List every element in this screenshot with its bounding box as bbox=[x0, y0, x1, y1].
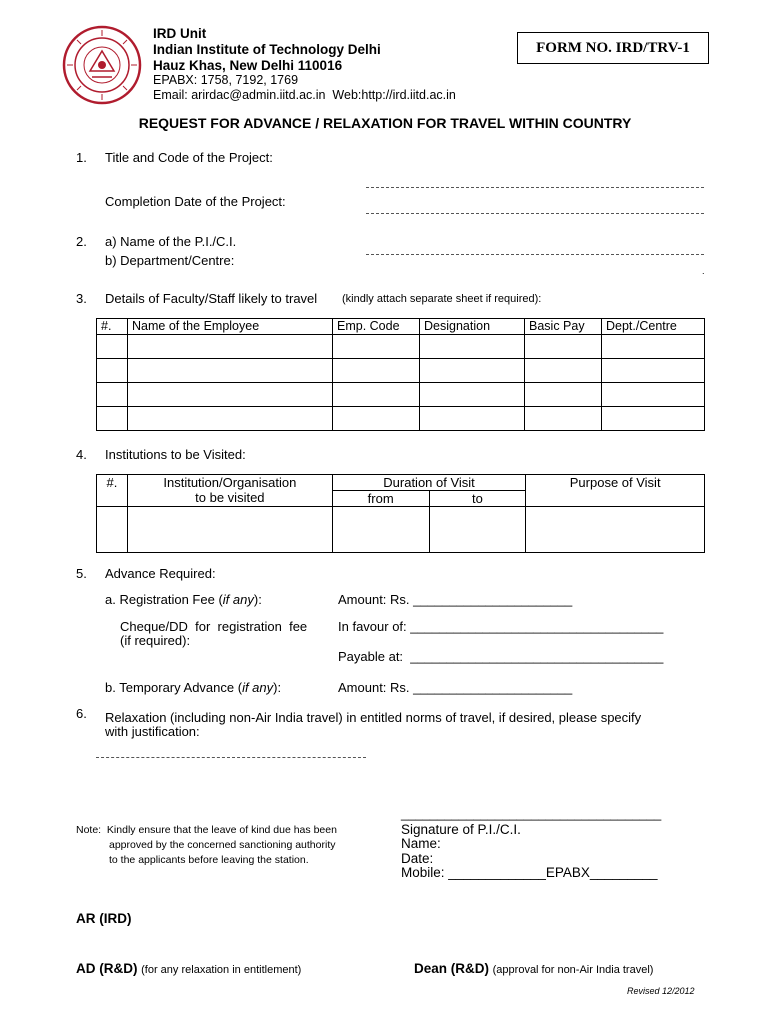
ad-rd-block bbox=[76, 961, 301, 976]
item-number-1: 1. bbox=[76, 150, 87, 165]
note-line3: to the applicants before leaving the station. bbox=[109, 854, 309, 866]
item-number-2: 2. bbox=[76, 234, 87, 249]
signature-label: Signature of P.I./C.I. bbox=[401, 822, 521, 837]
cheque-label-line1: Cheque/DD for registration fee bbox=[120, 619, 308, 634]
inst-col-institution bbox=[127, 475, 332, 507]
ad-rd-label: AD (R&D) bbox=[76, 961, 138, 976]
table-row[interactable] bbox=[97, 359, 705, 383]
completion-date-field[interactable] bbox=[366, 213, 704, 214]
completion-date-label: Completion Date of the Project: bbox=[105, 194, 286, 209]
dean-rd-note: (approval for non-Air India travel) bbox=[492, 964, 654, 976]
relaxation-line1: Relaxation (including non-Air India travel) in entitled norms of travel, if desired, please specify bbox=[105, 710, 642, 725]
payable-field[interactable]: Payable at: ___________________________________ bbox=[338, 649, 664, 664]
temp-advance-text: b. Temporary Advance ( bbox=[105, 680, 243, 695]
registration-fee-close: ): bbox=[253, 592, 262, 607]
date-label[interactable]: Date: bbox=[401, 851, 434, 866]
relaxation-line2: with justification: bbox=[105, 724, 200, 739]
inst-col-purpose: Purpose of Visit bbox=[526, 475, 705, 507]
institutions-label: Institutions to be Visited: bbox=[105, 447, 246, 462]
staff-col-num: #. bbox=[97, 319, 128, 335]
staff-col-pay: Basic Pay bbox=[525, 319, 602, 335]
institute-name: Indian Institute of Technology Delhi bbox=[153, 42, 381, 57]
staff-table bbox=[96, 318, 705, 431]
note-line2: approved by the concerned sanctioning authority bbox=[109, 839, 336, 851]
staff-col-designation: Designation bbox=[420, 319, 525, 335]
table-row[interactable] bbox=[97, 383, 705, 407]
ar-ird-label: AR (IRD) bbox=[76, 911, 132, 926]
registration-fee-if: if any bbox=[222, 592, 254, 607]
temp-amount-field[interactable]: Amount: Rs. ______________________ bbox=[338, 680, 573, 695]
table-row[interactable] bbox=[97, 335, 705, 359]
item-number-3: 3. bbox=[76, 291, 87, 306]
inst-col-institution-line1: Institution/Organisation bbox=[163, 475, 297, 490]
pi-name-field[interactable] bbox=[366, 254, 704, 255]
contact-info: Email: arirdac@admin.iitd.ac.in Web:http://ird.iitd.ac.in bbox=[153, 88, 456, 102]
staff-details-label: Details of Faculty/Staff likely to travel bbox=[105, 291, 318, 306]
department-field[interactable]: . bbox=[702, 266, 705, 276]
staff-col-code: Emp. Code bbox=[333, 319, 420, 335]
name-label[interactable]: Name: bbox=[401, 836, 441, 851]
justification-field[interactable] bbox=[96, 757, 366, 758]
inst-col-institution-line2: to be visited bbox=[195, 490, 265, 505]
mobile-field[interactable]: Mobile: _____________EPABX_________ bbox=[401, 865, 658, 880]
cheque-label-line2: (if required): bbox=[120, 633, 191, 648]
institutions-table bbox=[96, 474, 705, 553]
staff-col-name: Name of the Employee bbox=[128, 319, 333, 335]
ad-rd-note: (for any relaxation in entitlement) bbox=[141, 964, 302, 976]
form-title: REQUEST FOR ADVANCE / RELAXATION FOR TRAVEL WITHIN COUNTRY bbox=[138, 115, 632, 131]
dean-rd-block bbox=[414, 961, 653, 976]
table-row[interactable] bbox=[97, 407, 705, 431]
signature-line[interactable]: ____________________________________ bbox=[401, 806, 662, 821]
iit-delhi-logo bbox=[62, 25, 142, 105]
inst-col-from: from bbox=[332, 491, 429, 507]
inst-col-duration: Duration of Visit bbox=[332, 475, 526, 491]
staff-col-dept: Dept./Centre bbox=[602, 319, 705, 335]
table-row[interactable] bbox=[97, 507, 705, 553]
staff-table-header bbox=[97, 319, 705, 335]
temp-advance-label bbox=[105, 680, 281, 695]
inst-col-to: to bbox=[429, 491, 526, 507]
item-number-5: 5. bbox=[76, 566, 87, 581]
item-number-4: 4. bbox=[76, 447, 87, 462]
temp-advance-close: ): bbox=[273, 680, 282, 695]
advance-label: Advance Required: bbox=[105, 566, 216, 581]
dean-rd-label: Dean (R&D) bbox=[414, 961, 490, 976]
note-line1: Note: Kindly ensure that the leave of kind due has been bbox=[76, 824, 337, 836]
item-number-6: 6. bbox=[76, 706, 87, 721]
pi-name-label: a) Name of the P.I./C.I. bbox=[105, 234, 237, 249]
registration-fee-text: a. Registration Fee ( bbox=[105, 592, 223, 607]
institute-address: Hauz Khas, New Delhi 110016 bbox=[153, 58, 343, 73]
inst-col-num: #. bbox=[97, 475, 128, 507]
staff-details-note: (kindly attach separate sheet if required): bbox=[342, 293, 542, 305]
favour-field[interactable]: In favour of: ___________________________________ bbox=[338, 619, 664, 634]
temp-advance-if: if any bbox=[242, 680, 274, 695]
unit-name: IRD Unit bbox=[153, 26, 207, 41]
revised-date: Revised 12/2012 bbox=[627, 986, 695, 996]
form-number: FORM NO. IRD/TRV-1 bbox=[517, 32, 709, 64]
department-label: b) Department/Centre: bbox=[105, 253, 235, 268]
project-title-label: Title and Code of the Project: bbox=[105, 150, 273, 165]
project-title-field[interactable] bbox=[366, 187, 704, 188]
registration-fee-label bbox=[105, 592, 262, 607]
registration-amount-field[interactable]: Amount: Rs. ______________________ bbox=[338, 592, 573, 607]
epabx-numbers: EPABX: 1758, 7192, 1769 bbox=[153, 73, 299, 87]
